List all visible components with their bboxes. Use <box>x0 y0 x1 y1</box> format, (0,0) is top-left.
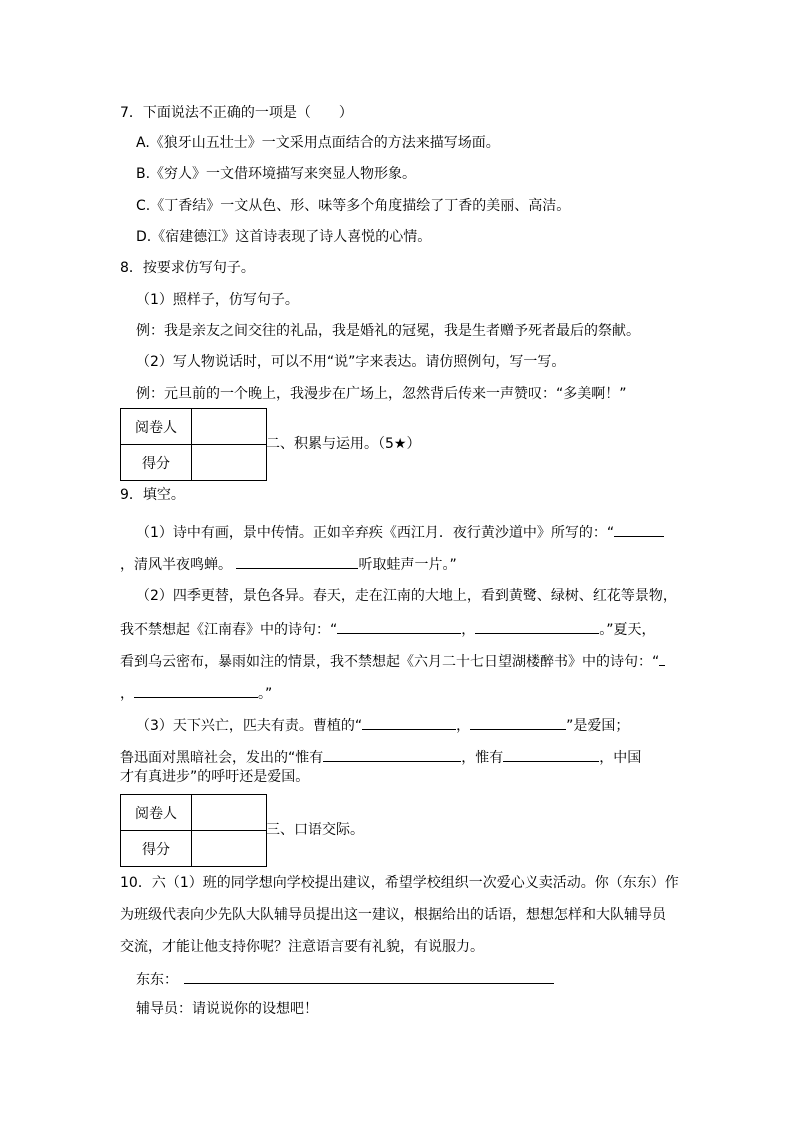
blank[interactable] <box>475 619 599 634</box>
q8-part1: （1）照样子，仿写句子。 <box>136 292 299 308</box>
q9-stem: 9．填空。 <box>120 487 185 503</box>
q9-p2-text2: 。”夏天， <box>599 622 656 638</box>
q9-part2-line4 <box>120 683 272 701</box>
q9-p3-text2: ”是爱国； <box>566 718 630 734</box>
q9-part3-line3: 才有真进步”的呼吁还是爱国。 <box>120 769 310 785</box>
reviewer-label: 阅卷人 <box>121 409 192 445</box>
q10-line3: 交流，才能让他支持你呢？注意语言要有礼貌，有说服力。 <box>120 939 484 955</box>
q9-p1-text: （1）诗中有画，景中传情。正如辛弃疾《西江月．夜行黄沙道中》所写的：“ <box>136 525 615 541</box>
q8-example1: 例：我是亲友之间交往的礼品，我是婚礼的冠冕，我是生者赠予死者最后的祭献。 <box>136 323 640 339</box>
q10-line1: 10．六（1）班的同学想向学校提出建议，希望学校组织一次爱心义卖活动。你（东东）作 <box>120 875 679 891</box>
q7-option-c: C.《丁香结》一文从色、形、味等多个角度描绘了丁香的美丽、高洁。 <box>136 198 571 214</box>
q9-p3-text4: ，惟有 <box>461 750 504 766</box>
reviewer-cell[interactable] <box>192 795 267 831</box>
reviewer-cell[interactable] <box>192 409 267 445</box>
q7-option-b: B.《穷人》一文借环境描写来突显人物形象。 <box>136 166 417 182</box>
q9-part2-line2 <box>120 619 656 637</box>
q9-p3-text3: 鲁迅面对黑暗社会，发出的“惟有 <box>120 750 324 766</box>
blank[interactable] <box>337 619 461 634</box>
score-label: 得分 <box>121 831 192 867</box>
q9-p1-text2: ，清风半夜鸣蝉。 <box>120 557 232 573</box>
q9-p2-text4: 。” <box>258 686 273 702</box>
q10-counselor-line: 辅导员：请说说你的设想吧！ <box>136 1001 318 1017</box>
q9-part3-line1 <box>136 715 629 733</box>
q10-line2: 为班级代表向少先队大队辅导员提出这一建议，根据给出的话语，想想怎样和大队辅导员 <box>120 907 666 923</box>
q8-stem: 8．按要求仿写句子。 <box>120 260 255 276</box>
score-table-2 <box>120 794 267 867</box>
blank[interactable] <box>614 522 664 537</box>
q10-dongdong-line <box>136 969 554 987</box>
section2-title: 二、积累与运用。（5★） <box>266 436 421 452</box>
score-cell[interactable] <box>192 831 267 867</box>
comma: ， <box>461 622 476 638</box>
blank[interactable] <box>503 747 599 762</box>
section3-title: 三、口语交际。 <box>266 822 364 838</box>
q7-option-d: D.《宿建德江》这首诗表现了诗人喜悦的心情。 <box>136 229 432 245</box>
q7-option-a: A.《狼牙山五壮士》一文采用点面结合的方法来描写场面。 <box>136 135 500 151</box>
score-label: 得分 <box>121 445 192 481</box>
score-cell[interactable] <box>192 445 267 481</box>
q9-part2-line1: （2）四季更替，景色各异。春天，走在江南的大地上，看到黄鹭、绿树、红花等景物， <box>136 588 677 604</box>
blank[interactable] <box>323 747 461 762</box>
blank[interactable] <box>236 554 358 569</box>
q9-p3-text: （3）天下兴亡，匹夫有责。曹植的“ <box>136 718 363 734</box>
q9-part1-line2 <box>120 554 457 572</box>
score-table <box>120 408 267 481</box>
blank[interactable] <box>470 715 566 730</box>
reviewer-label: 阅卷人 <box>121 795 192 831</box>
q9-part1-line1 <box>136 522 664 540</box>
blank[interactable] <box>659 651 665 666</box>
answer-blank[interactable] <box>184 969 554 984</box>
q9-p2-text: 我不禁想起《江南春》中的诗句：“ <box>120 622 338 638</box>
comma: ， <box>456 718 471 734</box>
q9-p3-text5: ，中国 <box>599 750 642 766</box>
comma: ， <box>120 686 134 702</box>
blank[interactable] <box>362 715 456 730</box>
q9-p2-text3: 看到乌云密布，暴雨如注的情景，我不禁想起《六月二十七日望湖楼醉书》中的诗句：“ <box>120 654 660 670</box>
q9-part2-line3 <box>120 651 665 669</box>
dongdong-label: 东东： <box>136 972 178 988</box>
blank[interactable] <box>134 683 258 698</box>
q8-example2: 例：元旦前的一个晚上，我漫步在广场上，忽然背后传来一声赞叹：“多美啊！” <box>136 386 627 402</box>
q8-part2: （2）写人物说话时，可以不用“说”字来表达。请仿照例句，写一写。 <box>136 354 566 370</box>
q7-stem: 7．下面说法不正确的一项是（ ） <box>120 105 353 121</box>
q9-p1-text3: 听取蛙声一片。” <box>358 557 457 573</box>
q9-part3-line2 <box>120 747 641 765</box>
